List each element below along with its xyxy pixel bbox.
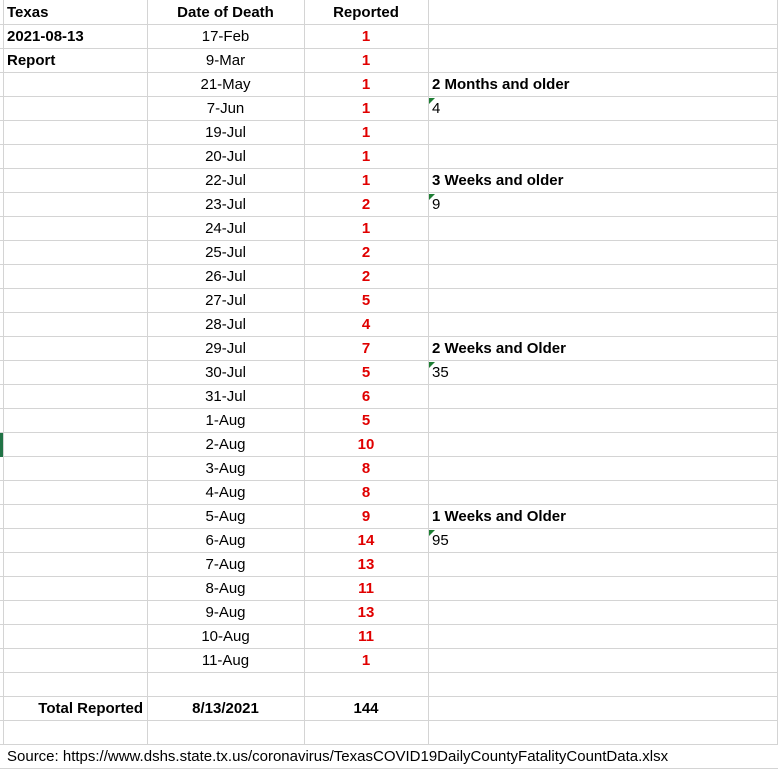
date-of-death-cell[interactable]: 26-Jul <box>205 268 246 285</box>
summary-value-2-weeks[interactable]: 35 <box>432 364 449 381</box>
date-of-death-cell[interactable]: 31-Jul <box>205 388 246 405</box>
comment-indicator-icon <box>429 530 435 536</box>
reported-count-cell[interactable]: 1 <box>361 52 371 69</box>
date-of-death-cell[interactable]: 27-Jul <box>205 292 246 309</box>
reported-count-cell[interactable]: 5 <box>361 292 371 309</box>
reported-count-cell[interactable]: 5 <box>361 364 371 381</box>
reported-count-cell[interactable]: 6 <box>361 388 371 405</box>
date-of-death-cell[interactable]: 6-Aug <box>205 532 246 549</box>
reported-count-cell[interactable]: 13 <box>357 604 375 621</box>
reported-count-cell[interactable]: 2 <box>361 244 371 261</box>
date-of-death-cell[interactable]: 25-Jul <box>205 244 246 261</box>
total-date[interactable]: 8/13/2021 <box>192 700 259 717</box>
summary-label-1-week[interactable]: 1 Weeks and Older <box>432 508 566 525</box>
source-text[interactable]: Source: https://www.dshs.state.tx.us/coronavirus/TexasCOVID19DailyCountyFatalityCountData.xlsx <box>7 748 669 765</box>
summary-label-2-weeks[interactable]: 2 Weeks and Older <box>432 340 566 357</box>
row-selection-marker <box>0 433 3 457</box>
reported-count-cell[interactable]: 13 <box>357 556 375 573</box>
date-of-death-cell[interactable]: 10-Aug <box>201 628 250 645</box>
date-of-death-cell[interactable]: 2-Aug <box>205 436 246 453</box>
comment-indicator-icon <box>429 362 435 368</box>
date-of-death-cell[interactable]: 30-Jul <box>205 364 246 381</box>
reported-count-cell[interactable]: 1 <box>361 124 371 141</box>
reported-count-cell[interactable]: 4 <box>361 316 371 333</box>
reported-count-cell[interactable]: 11 <box>358 628 374 645</box>
reported-count-cell[interactable]: 1 <box>361 76 371 93</box>
reported-count-cell[interactable]: 8 <box>361 460 371 477</box>
summary-label-2-months[interactable]: 2 Months and older <box>432 76 570 93</box>
date-of-death-cell[interactable]: 9-Aug <box>205 604 246 621</box>
date-of-death-cell[interactable]: 7-Aug <box>205 556 246 573</box>
comment-indicator-icon <box>429 98 435 104</box>
date-of-death-cell[interactable]: 21-May <box>200 76 251 93</box>
summary-value-1-week[interactable]: 95 <box>432 532 449 549</box>
reported-count-cell[interactable]: 1 <box>361 28 371 45</box>
date-of-death-cell[interactable]: 11-Aug <box>201 652 250 669</box>
date-of-death-cell[interactable]: 24-Jul <box>205 220 246 237</box>
reported-count-cell[interactable]: 1 <box>361 652 371 669</box>
reported-count-cell[interactable]: 1 <box>361 220 371 237</box>
reported-count-cell[interactable]: 1 <box>361 172 371 189</box>
date-of-death-cell[interactable]: 28-Jul <box>205 316 246 333</box>
reported-count-cell[interactable]: 10 <box>357 436 375 453</box>
date-of-death-cell[interactable]: 4-Aug <box>205 484 246 501</box>
reported-count-cell[interactable]: 1 <box>361 100 371 117</box>
reported-count-cell[interactable]: 2 <box>361 268 371 285</box>
comment-indicator-icon <box>429 194 435 200</box>
reported-count-cell[interactable]: 11 <box>358 580 374 597</box>
date-of-death-cell[interactable]: 7-Jun <box>206 100 245 117</box>
date-of-death-cell[interactable]: 9-Mar <box>205 52 246 69</box>
date-of-death-cell[interactable]: 23-Jul <box>205 196 246 213</box>
total-value[interactable]: 144 <box>353 700 379 717</box>
date-of-death-cell[interactable]: 17-Feb <box>201 28 250 45</box>
report-label[interactable]: Report <box>7 52 56 69</box>
summary-value-3-weeks[interactable]: 9 <box>432 196 441 213</box>
total-reported-label[interactable]: Total Reported <box>38 700 143 717</box>
date-of-death-cell[interactable]: 19-Jul <box>205 124 246 141</box>
header-reported[interactable]: Reported <box>333 4 399 21</box>
reported-count-cell[interactable]: 1 <box>361 148 371 165</box>
header-date-of-death[interactable]: Date of Death <box>177 4 274 21</box>
reported-count-cell[interactable]: 14 <box>357 532 375 549</box>
date-of-death-cell[interactable]: 29-Jul <box>205 340 246 357</box>
report-date-label[interactable]: 2021-08-13 <box>7 28 84 45</box>
date-of-death-cell[interactable]: 8-Aug <box>205 580 246 597</box>
date-of-death-cell[interactable]: 5-Aug <box>205 508 246 525</box>
summary-value-2-months[interactable]: 4 <box>432 100 441 117</box>
reported-count-cell[interactable]: 8 <box>361 484 371 501</box>
reported-count-cell[interactable]: 7 <box>361 340 371 357</box>
date-of-death-cell[interactable]: 20-Jul <box>205 148 246 165</box>
summary-label-3-weeks[interactable]: 3 Weeks and older <box>432 172 564 189</box>
date-of-death-cell[interactable]: 1-Aug <box>205 412 246 429</box>
date-of-death-cell[interactable]: 22-Jul <box>205 172 246 189</box>
reported-count-cell[interactable]: 2 <box>361 196 371 213</box>
reported-count-cell[interactable]: 5 <box>361 412 371 429</box>
reported-count-cell[interactable]: 9 <box>361 508 371 525</box>
header-state[interactable]: Texas <box>7 4 49 21</box>
date-of-death-cell[interactable]: 3-Aug <box>205 460 246 477</box>
